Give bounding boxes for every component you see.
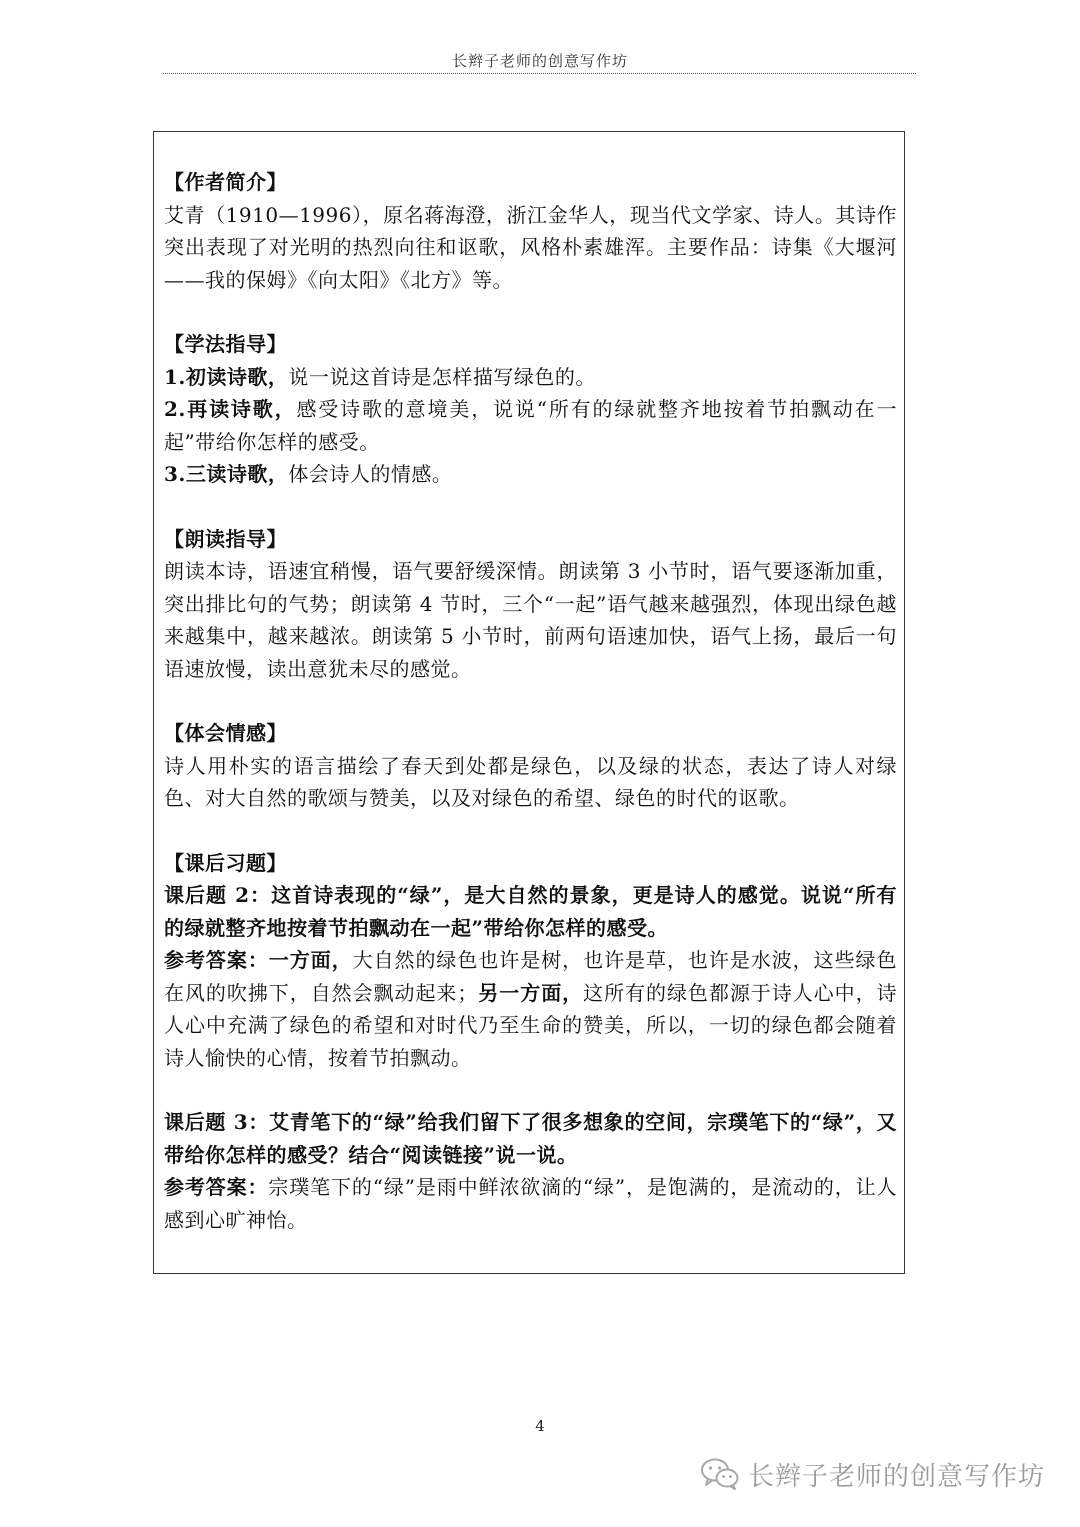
answer-text: 这所有的绿色都源于诗人心中，诗人心中充满了绿色的希望和对时代乃至生命的赞美，所以，一切的绿色都会随着诗人愉快的心情，按着节拍飘动。 bbox=[164, 980, 898, 1070]
answer-lead: 一方面， bbox=[268, 948, 353, 972]
study-item-lead: 2.再读诗歌， bbox=[164, 397, 297, 421]
reading-guide-text: 朗读本诗，语速宜稍慢，语气要舒缓深情。朗读第 3 小节时，语气要逐渐加重，突出排比句的气势；朗读第 4 节时，三个“一起”语气越来越强烈，体现出绿色越来越集中，越来越浓。朗读第 5 小节时，前两句语速加快，语气上扬，最后一句语速放慢，读出意犹未尽的感觉。 bbox=[164, 559, 897, 681]
document-body bbox=[164, 166, 897, 1236]
study-item-text: 体会诗人的情感。 bbox=[288, 462, 453, 486]
section-heading-study: 【学法指导】 bbox=[164, 332, 287, 356]
section-heading-author: 【作者简介】 bbox=[164, 170, 287, 194]
study-item-lead: 3.三读诗歌， bbox=[164, 462, 289, 486]
header-divider bbox=[163, 73, 916, 74]
exercise-answer-3 bbox=[164, 1171, 897, 1236]
wechat-watermark bbox=[700, 1452, 1045, 1496]
emotion-text: 诗人用朴实的语言描绘了春天到处都是绿色，以及绿的状态，表达了诗人对绿色、对大自然的歌颂与赞美，以及对绿色的希望、绿色的时代的讴歌。 bbox=[164, 753, 897, 810]
author-intro-text: 艾青（1910—1996），原名蒋海澄，浙江金华人，现当代文学家、诗人。其诗作突出表现了对光明的热烈向往和讴歌，风格朴素雄浑。主要作品：诗集《大堰河——我的保姆》《向太阳》《北方》等。 bbox=[164, 202, 897, 292]
study-item-lead: 1.初读诗歌， bbox=[164, 364, 289, 389]
wechat-icon bbox=[700, 1457, 740, 1491]
study-item-2 bbox=[164, 393, 897, 458]
section-heading-reading: 【朗读指导】 bbox=[164, 526, 287, 551]
answer-label: 参考答案： bbox=[164, 948, 269, 972]
exercise-question-3: 课后题 3：艾青笔下的“绿”给我们留下了很多想象的空间，宗璞笔下的“绿”，又带给你怎样的感受？结合“阅读链接”说一说。 bbox=[164, 1110, 897, 1167]
watermark-text: 长辫子老师的创意写作坊 bbox=[748, 1461, 1046, 1492]
exercise-answer-2 bbox=[164, 944, 897, 1074]
answer-label: 参考答案： bbox=[164, 1175, 269, 1199]
study-item-1 bbox=[164, 361, 897, 394]
answer-text: 大自然的绿色也许是树，也许是草，也许是水波，这些绿色在风的吹拂下，自然会飘动起来； bbox=[164, 948, 898, 1005]
section-heading-exercises: 【课后习题】 bbox=[164, 850, 287, 875]
exercise-question-2: 课后题 2：这首诗表现的“绿”，是大自然的景象，更是诗人的感觉。说说“所有的绿就整齐地按着节拍飘动在一起”带给你怎样的感受。 bbox=[164, 883, 897, 940]
study-item-3 bbox=[164, 458, 897, 491]
section-heading-emotion: 【体会情感】 bbox=[164, 721, 287, 745]
page-header-title: 长辫子老师的创意写作坊 bbox=[451, 52, 628, 70]
answer-lead: 另一方面， bbox=[477, 980, 584, 1005]
answer-text: 宗璞笔下的“绿”是雨中鲜浓欲滴的“绿”，是饱满的，是流动的，让人感到心旷神怡。 bbox=[164, 1175, 897, 1232]
page-number: 4 bbox=[535, 1417, 545, 1435]
study-item-text: 感受诗歌的意境美，说说“所有的绿就整齐地按着节拍飘动在一起”带给你怎样的感受。 bbox=[164, 397, 897, 454]
study-item-text: 说一说这首诗是怎样描写绿色的。 bbox=[288, 364, 596, 389]
